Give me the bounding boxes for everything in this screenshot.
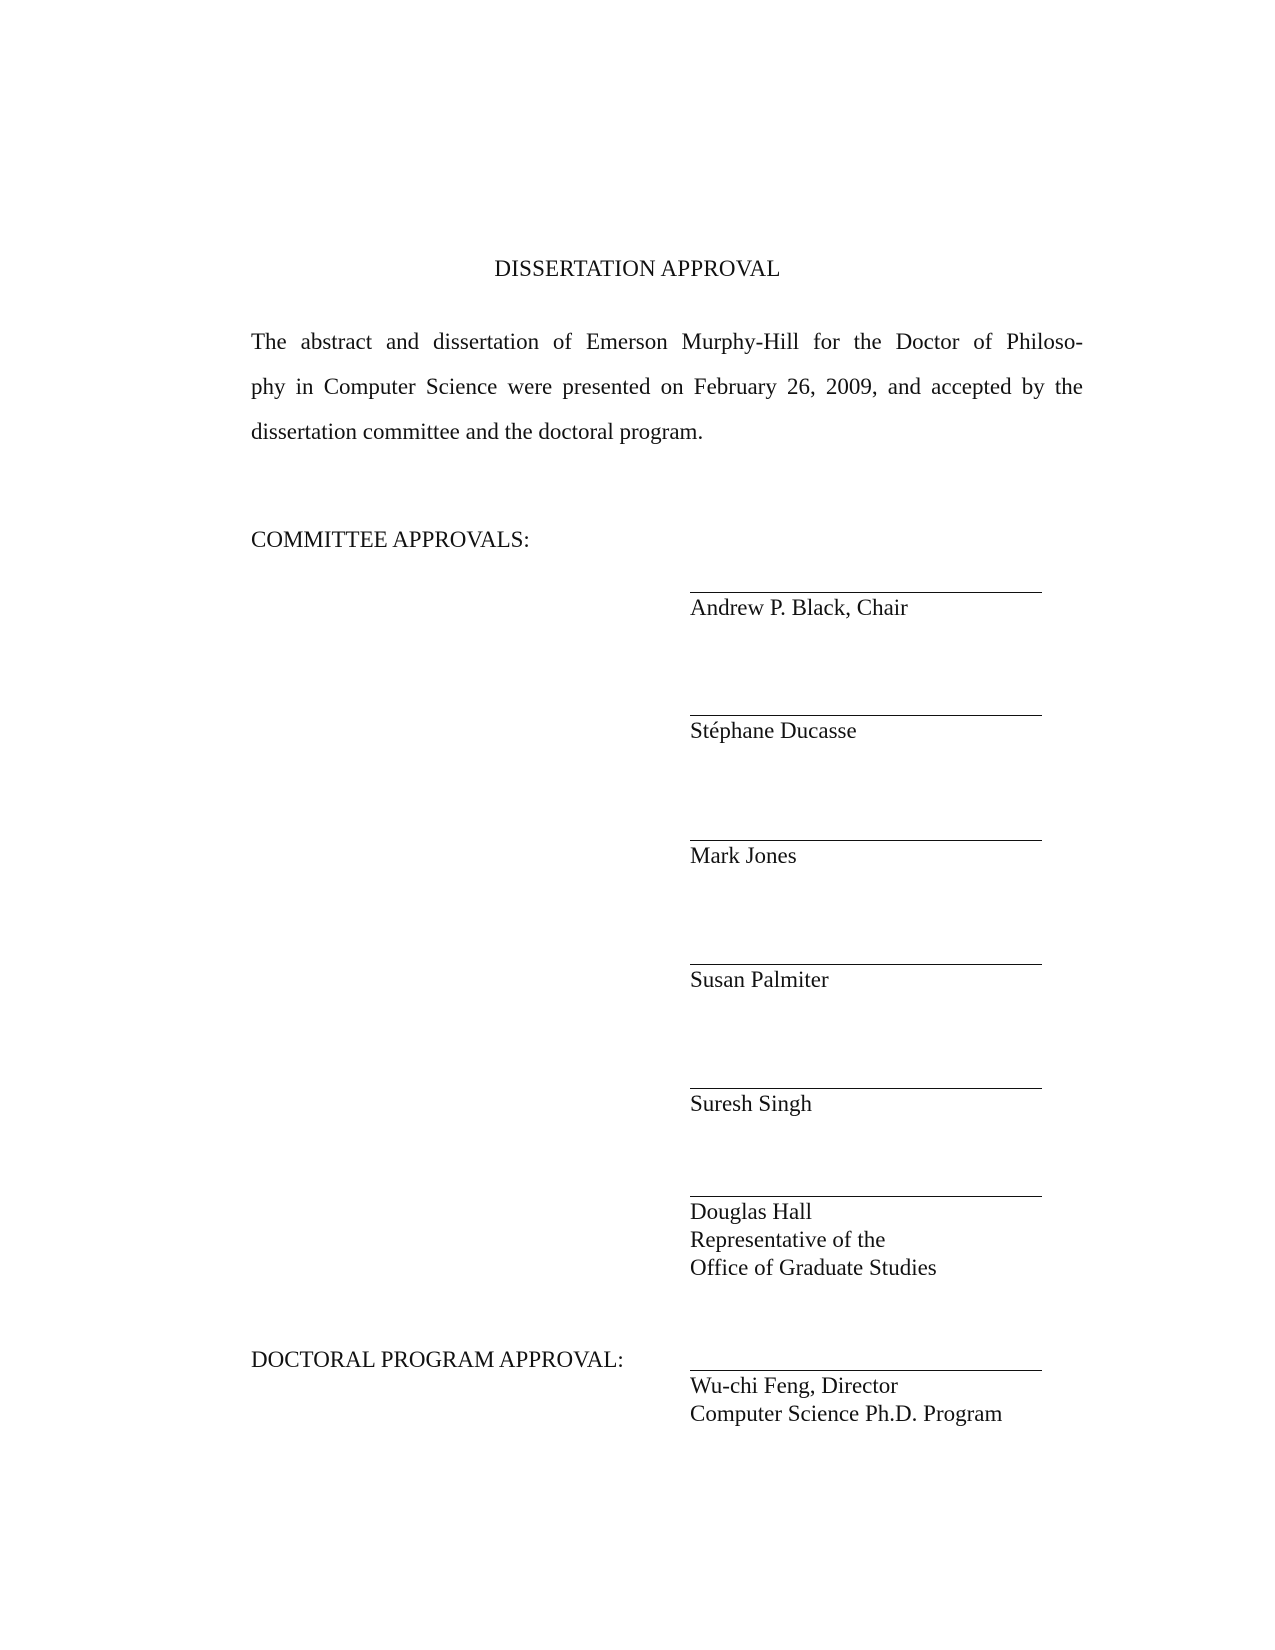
signature-line — [690, 964, 1042, 965]
signature-line — [690, 592, 1042, 593]
signatory-name: Stéphane Ducasse — [690, 718, 857, 743]
signature-line — [690, 1088, 1042, 1089]
signatory-name: Suresh Singh — [690, 1091, 813, 1116]
signature-line — [690, 840, 1042, 841]
signature-block-3 — [690, 840, 1042, 870]
signature-block-1 — [690, 592, 1042, 622]
signature-line — [690, 715, 1042, 716]
statement-line-2: phy in Computer Science were presented on February 26, 2009, and accepted by the — [251, 374, 1083, 399]
signature-block-6 — [690, 1196, 1042, 1282]
statement-line-1: The abstract and dissertation of Emerson Murphy-Hill for the Doctor of Philoso- — [251, 329, 1083, 354]
committee-approvals-label: COMMITTEE APPROVALS: — [251, 527, 530, 552]
signatory-name: Susan Palmiter — [690, 967, 829, 992]
signatory-name: Andrew P. Black, Chair — [690, 595, 908, 620]
signature-block-5 — [690, 1088, 1042, 1118]
signature-line — [690, 1370, 1042, 1371]
signatory-program: Computer Science Ph.D. Program — [690, 1401, 1003, 1426]
signatory-name: Mark Jones — [690, 843, 797, 868]
signature-line — [690, 1196, 1042, 1197]
signatory-office: Office of Graduate Studies — [690, 1255, 937, 1280]
signatory-title: Representative of the — [690, 1227, 886, 1252]
page-title: DISSERTATION APPROVAL — [494, 256, 781, 281]
signatory-name: Wu-chi Feng, Director — [690, 1373, 898, 1398]
signature-block-program — [690, 1370, 1042, 1428]
signatory-name: Douglas Hall — [690, 1199, 813, 1224]
approval-statement — [251, 319, 1083, 454]
statement-line-3: dissertation committee and the doctoral program. — [251, 419, 704, 444]
signature-block-4 — [690, 964, 1042, 994]
signature-block-2 — [690, 715, 1042, 745]
doctoral-program-approval-label: DOCTORAL PROGRAM APPROVAL: — [251, 1347, 624, 1372]
